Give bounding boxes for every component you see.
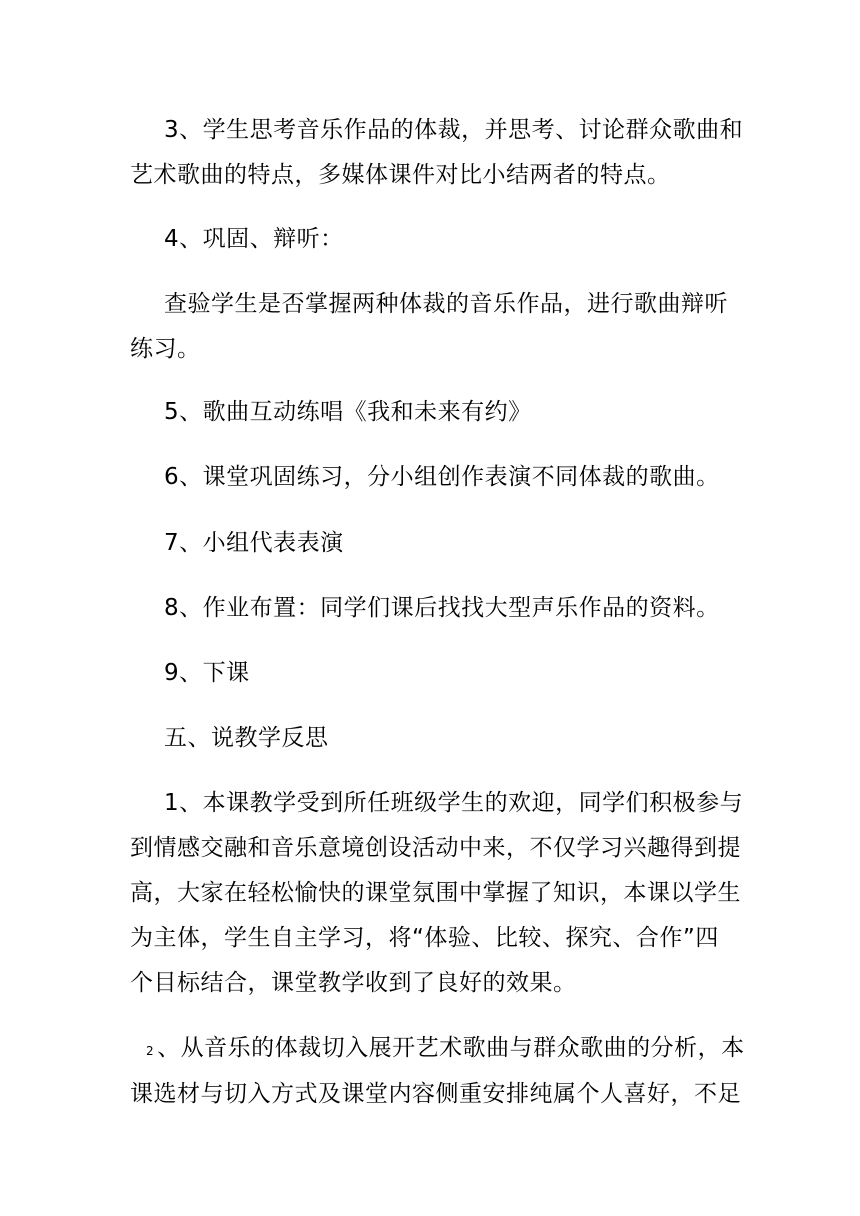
small-list-number: 2 [146, 1044, 155, 1058]
paragraph-line-18: 课选材与切入方式及课堂内容侧重安排纯属个人喜好，不足 [130, 1081, 741, 1107]
paragraph-line-13: 到情感交融和音乐意境创设活动中来，不仅学习兴趣得到提 [130, 835, 741, 861]
paragraph-line-10: 9、下课 [164, 660, 250, 686]
paragraph-line-3: 4、巩固、辩听： [164, 226, 344, 252]
paragraph-line-7: 6、课堂巩固练习，分小组创作表演不同体裁的歌曲。 [164, 464, 720, 490]
paragraph-line-2: 艺术歌曲的特点，多媒体课件对比小结两者的特点。 [130, 162, 671, 188]
paragraph-line-14: 高，大家在轻松愉快的课堂氛围中掌握了知识，本课以学生 [130, 880, 741, 906]
paragraph-line-16: 个目标结合，课堂教学收到了良好的效果。 [130, 970, 577, 996]
paragraph-line-17 [146, 1032, 745, 1067]
paragraph-line-15: 为主体，学生自主学习，将“体验、比较、探究、合作”四 [130, 925, 719, 951]
paragraph-line-17-text: 、从音乐的体裁切入展开艺术歌曲与群众歌曲的分析，本 [157, 1035, 745, 1061]
paragraph-line-5: 练习。 [130, 336, 201, 362]
paragraph-line-4: 查验学生是否掌握两种体裁的音乐作品，进行歌曲辩听 [164, 291, 728, 317]
paragraph-line-1: 3、学生思考音乐作品的体裁，并思考、讨论群众歌曲和 [164, 117, 744, 143]
paragraph-line-6: 5、歌曲互动练唱《我和未来有约》 [164, 399, 532, 425]
section-heading: 五、说教学反思 [164, 725, 329, 751]
paragraph-line-9: 8、作业布置：同学们课后找找大型声乐作品的资料。 [164, 595, 720, 621]
paragraph-line-8: 7、小组代表表演 [164, 530, 344, 556]
paragraph-line-12: 1、本课教学受到所任班级学生的欢迎，同学们积极参与 [164, 790, 744, 816]
